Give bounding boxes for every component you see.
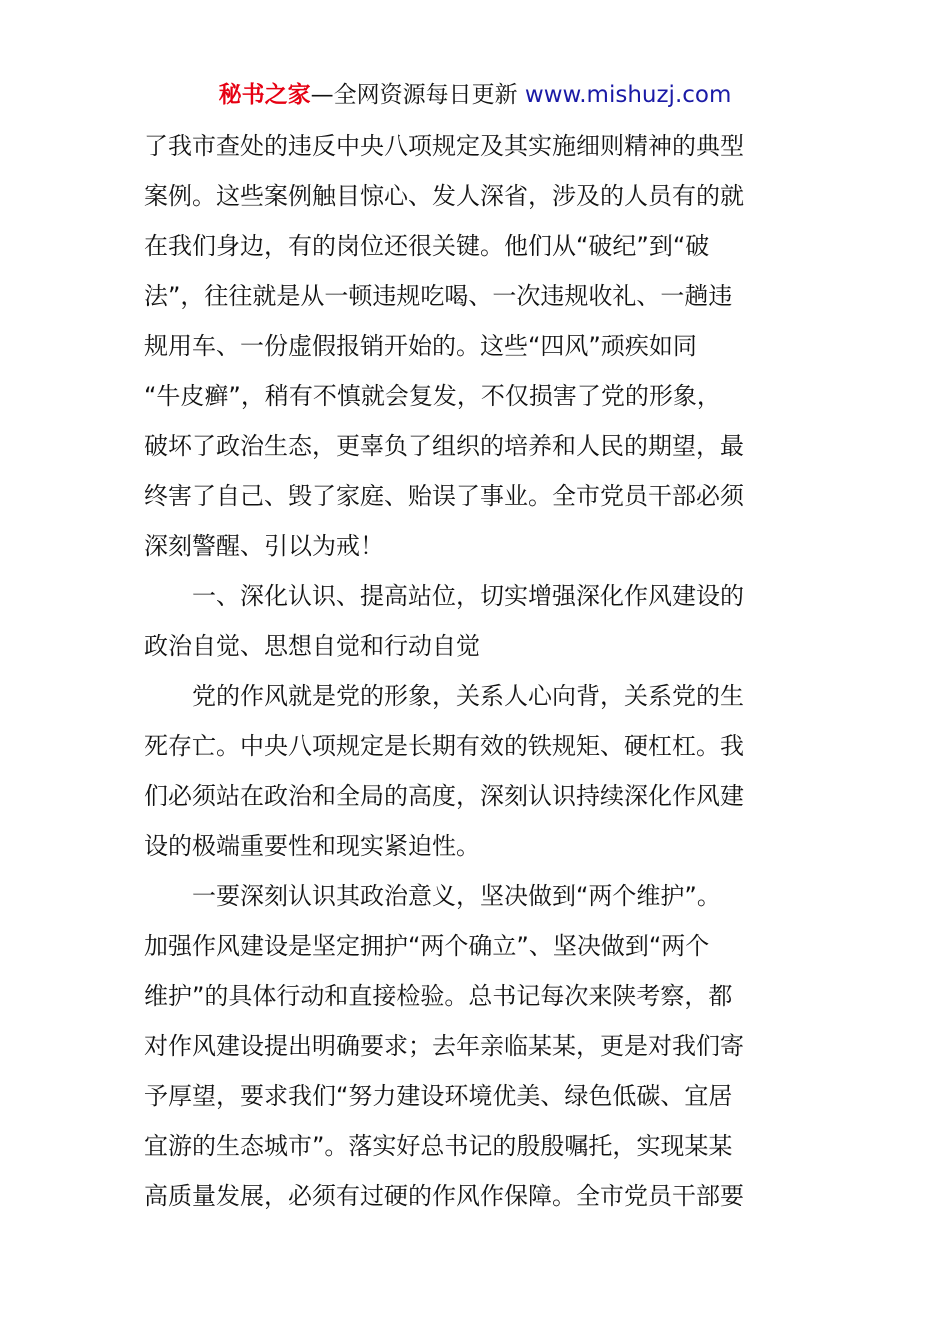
text-line: 案例。这些案例触目惊心、发人深省，涉及的人员有的就 [144,182,744,210]
text-line: 党的作风就是党的形象，关系人心向背，关系党的生 [192,682,744,710]
page-header [0,78,950,112]
document-body [144,121,810,1221]
text-line: 对作风建设提出明确要求；去年亲临某某，更是对我们寄 [144,1032,744,1060]
section-heading-line: 一、深化认识、提高站位，切实增强深化作风建设的 [192,582,744,610]
text-line: 们必须站在政治和全局的高度，深刻认识持续深化作风建 [144,782,744,810]
text-line: 予厚望，要求我们“努力建设环境优美、绿色低碳、宜居 [144,1082,733,1110]
text-line: 终害了自己、毁了家庭、贻误了事业。全市党员干部必须 [144,482,744,510]
text-line: 法”，往往就是从一顿违规吃喝、一次违规收礼、一趟违 [144,282,733,310]
text-line: 宜游的生态城市”。落实好总书记的殷殷嘱托，实现某某 [144,1132,733,1160]
section-heading-line: 政治自觉、思想自觉和行动自觉 [144,632,480,660]
text-line: 一要深刻认识其政治意义，坚决做到“两个维护”。 [192,882,721,910]
text-line: 设的极端重要性和现实紧迫性。 [144,832,480,860]
text-line: 高质量发展，必须有过硬的作风作保障。全市党员干部要 [144,1182,744,1210]
text-line: 了我市查处的违反中央八项规定及其实施细则精神的典型 [144,132,744,160]
text-line: “牛皮癣”，稍有不慎就会复发，不仅损害了党的形象， [144,382,721,410]
header-url: www.mishuzj.com [524,82,732,108]
text-line: 维护”的具体行动和直接检验。总书记每次来陕考察，都 [144,982,733,1010]
text-line: 加强作风建设是坚定拥护“两个确立”、坚决做到“两个 [144,932,710,960]
text-line: 在我们身边，有的岗位还很关键。他们从“破纪”到“破 [144,232,710,260]
text-line: 破坏了政治生态，更辜负了组织的培养和人民的期望，最 [144,432,744,460]
text-line: 深刻警醒、引以为戒！ [144,532,384,560]
text-line: 死存亡。中央八项规定是长期有效的铁规矩、硬杠杠。我 [144,732,744,760]
text-line: 规用车、一份虚假报销开始的。这些“四风”顽疾如同 [144,332,697,360]
brand-name: 秘书之家 [218,82,311,108]
header-tagline: —全网资源每日更新 [310,82,525,108]
